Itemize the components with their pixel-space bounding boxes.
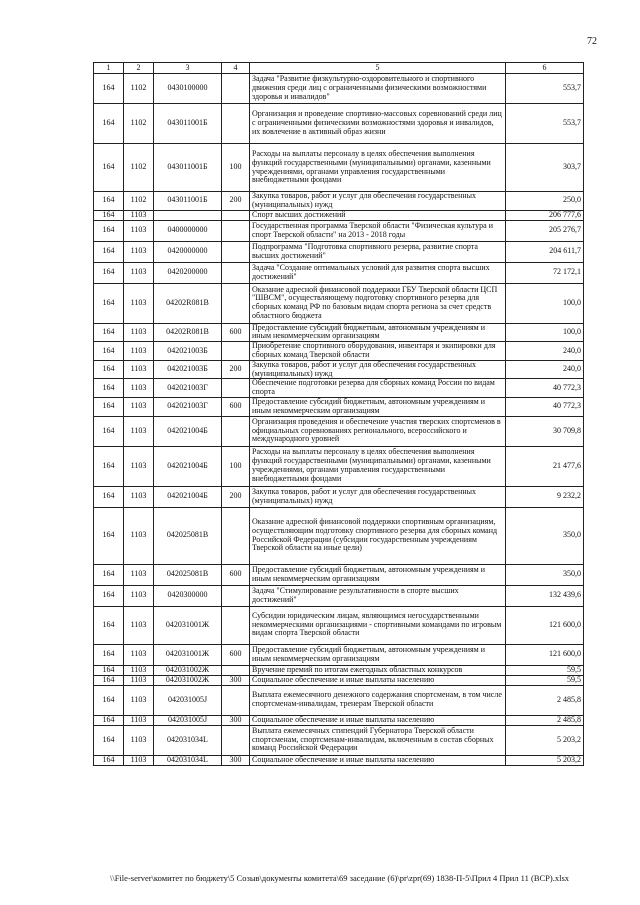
cell-section-code: 1103 [124, 585, 154, 606]
table-row [94, 241, 584, 262]
cell-ved-code: 164 [94, 644, 124, 665]
cell-ved-code: 164 [94, 104, 124, 144]
cell-description: Расходы на выплаты персоналу в целях обеспечения выполнения функций государственными (муниципальными) органами, казенными учреждениями, органами управления государственными внебюджетными фондами [250, 144, 506, 192]
cell-section-code: 1103 [124, 685, 154, 715]
header-col-1: 1 [94, 63, 124, 74]
cell-amount: 121 600,0 [506, 606, 584, 644]
cell-amount: 100,0 [506, 283, 584, 323]
cell-target-article: 042031002Ж [154, 675, 222, 685]
cell-expense-type [222, 606, 250, 644]
table-row [94, 644, 584, 665]
cell-ved-code: 164 [94, 755, 124, 765]
table-row [94, 283, 584, 323]
cell-target-article: 0430100000 [154, 74, 222, 104]
cell-section-code: 1103 [124, 675, 154, 685]
cell-ved-code: 164 [94, 585, 124, 606]
header-col-3: 3 [154, 63, 222, 74]
cell-ved-code: 164 [94, 360, 124, 379]
cell-target-article: 0420300000 [154, 585, 222, 606]
cell-section-code: 1103 [124, 507, 154, 564]
cell-target-article: 043011001Б [154, 192, 222, 211]
cell-amount: 30 709,8 [506, 416, 584, 446]
cell-target-article: 043011001Б [154, 104, 222, 144]
cell-description: Закупка товаров, работ и услуг для обеспечения государственных (муниципальных) нужд [250, 360, 506, 379]
cell-amount: 59,5 [506, 665, 584, 675]
cell-amount: 2 485,8 [506, 715, 584, 725]
cell-amount: 204 611,7 [506, 241, 584, 262]
table-row [94, 564, 584, 585]
cell-target-article: 042021003Б [154, 342, 222, 361]
cell-amount: 350,0 [506, 507, 584, 564]
cell-expense-type: 200 [222, 192, 250, 211]
cell-expense-type [222, 585, 250, 606]
cell-section-code: 1103 [124, 210, 154, 220]
cell-expense-type: 300 [222, 675, 250, 685]
cell-description: Спорт высших достижений [250, 210, 506, 220]
cell-expense-type [222, 379, 250, 398]
table-row [94, 262, 584, 283]
cell-target-article: 042021004Б [154, 486, 222, 507]
cell-section-code: 1102 [124, 192, 154, 211]
cell-description: Предоставление субсидий бюджетным, автономным учреждениям и иным некоммерческим организациям [250, 397, 506, 416]
cell-ved-code: 164 [94, 283, 124, 323]
cell-amount: 132 439,6 [506, 585, 584, 606]
table-row [94, 416, 584, 446]
cell-expense-type: 600 [222, 397, 250, 416]
cell-ved-code: 164 [94, 192, 124, 211]
cell-expense-type [222, 241, 250, 262]
cell-section-code: 1103 [124, 416, 154, 446]
cell-section-code: 1103 [124, 360, 154, 379]
cell-description: Организация проведения и обеспечение участия тверских спортсменов в официальных соревнованиях регионального, всероссийского и международного уровней [250, 416, 506, 446]
cell-section-code: 1103 [124, 486, 154, 507]
cell-amount: 240,0 [506, 360, 584, 379]
table-row [94, 379, 584, 398]
cell-description: Социальное обеспечение и иные выплаты населению [250, 715, 506, 725]
cell-expense-type: 100 [222, 446, 250, 486]
header-col-5: 5 [250, 63, 506, 74]
cell-section-code: 1103 [124, 715, 154, 725]
table-row [94, 585, 584, 606]
table-row [94, 397, 584, 416]
cell-amount: 240,0 [506, 342, 584, 361]
cell-section-code: 1103 [124, 397, 154, 416]
cell-description: Задача "Стимулирование результативности в спорте высших достижений" [250, 585, 506, 606]
cell-ved-code: 164 [94, 74, 124, 104]
cell-ved-code: 164 [94, 725, 124, 755]
cell-section-code: 1103 [124, 379, 154, 398]
cell-description: Закупка товаров, работ и услуг для обеспечения государственных (муниципальных) нужд [250, 192, 506, 211]
cell-ved-code: 164 [94, 715, 124, 725]
cell-ved-code: 164 [94, 144, 124, 192]
cell-section-code: 1103 [124, 241, 154, 262]
table-row [94, 144, 584, 192]
header-row [94, 63, 584, 74]
cell-ved-code: 164 [94, 262, 124, 283]
cell-description: Задача "Создание оптимальных условий для развития спорта высших достижений" [250, 262, 506, 283]
table-row [94, 685, 584, 715]
cell-description: Государственная программа Тверской области "Физическая культура и спорт Тверской области" на 2013 - 2018 годы [250, 220, 506, 241]
cell-section-code: 1103 [124, 644, 154, 665]
cell-expense-type [222, 416, 250, 446]
cell-ved-code: 164 [94, 486, 124, 507]
table-row [94, 192, 584, 211]
cell-expense-type [222, 262, 250, 283]
cell-target-article: 0400000000 [154, 220, 222, 241]
cell-ved-code: 164 [94, 507, 124, 564]
cell-section-code: 1103 [124, 283, 154, 323]
cell-expense-type [222, 685, 250, 715]
cell-target-article: 042031005J [154, 715, 222, 725]
cell-expense-type [222, 104, 250, 144]
cell-section-code: 1103 [124, 725, 154, 755]
cell-expense-type: 300 [222, 755, 250, 765]
cell-section-code: 1103 [124, 606, 154, 644]
cell-target-article: 042031034L [154, 725, 222, 755]
cell-target-article: 042031001Ж [154, 644, 222, 665]
table-row [94, 715, 584, 725]
cell-ved-code: 164 [94, 379, 124, 398]
cell-target-article: 042031002Ж [154, 665, 222, 675]
cell-description: Предоставление субсидий бюджетным, автономным учреждениям и иным некоммерческим организациям [250, 564, 506, 585]
cell-description: Обеспечение подготовки резерва для сборных команд России по видам спорта [250, 379, 506, 398]
cell-section-code: 1103 [124, 446, 154, 486]
cell-description: Социальное обеспечение и иные выплаты населению [250, 755, 506, 765]
cell-amount: 205 276,7 [506, 220, 584, 241]
cell-section-code: 1102 [124, 144, 154, 192]
cell-expense-type: 600 [222, 644, 250, 665]
cell-description: Приобретение спортивного оборудования, инвентаря и экипировки для сборных команд Тверской области [250, 342, 506, 361]
cell-amount: 59,5 [506, 675, 584, 685]
cell-amount: 72 172,1 [506, 262, 584, 283]
cell-target-article: 04202R081В [154, 323, 222, 342]
cell-expense-type [222, 665, 250, 675]
cell-expense-type: 200 [222, 486, 250, 507]
cell-description: Оказание адресной финансовой поддержки спортивным организациям, осуществляющим подготовку спортивного резерва для сборных команд Российской Федерации (субсидии государственным учреждениям Тверской области на иные цели) [250, 507, 506, 564]
header-col-4: 4 [222, 63, 250, 74]
cell-description: Вручение премий по итогам ежегодных областных конкурсов [250, 665, 506, 675]
cell-amount: 250,0 [506, 192, 584, 211]
cell-expense-type [222, 725, 250, 755]
cell-target-article: 0420200000 [154, 262, 222, 283]
cell-section-code: 1103 [124, 342, 154, 361]
table-row [94, 323, 584, 342]
cell-section-code: 1103 [124, 220, 154, 241]
cell-section-code: 1102 [124, 74, 154, 104]
cell-description: Субсидии юридическим лицам, являющимся негосударственными некоммерческими организациями - спортивными командами по игровым видам спорта Тверской области [250, 606, 506, 644]
table-row [94, 220, 584, 241]
cell-expense-type: 600 [222, 323, 250, 342]
cell-expense-type: 100 [222, 144, 250, 192]
table-row [94, 486, 584, 507]
cell-target-article: 042021003Г [154, 379, 222, 398]
cell-expense-type: 200 [222, 360, 250, 379]
table-row [94, 606, 584, 644]
cell-expense-type [222, 220, 250, 241]
cell-amount: 303,7 [506, 144, 584, 192]
cell-description: Предоставление субсидий бюджетным, автономным учреждениям и иным некоммерческим организациям [250, 644, 506, 665]
cell-ved-code: 164 [94, 446, 124, 486]
cell-description: Выплата ежемесячных стипендий Губернатора Тверской области спортсменам, спортсменам-инвалидам, включенным в состав сборных команд Российской Федерации [250, 725, 506, 755]
table-row [94, 507, 584, 564]
table-row [94, 342, 584, 361]
cell-amount: 2 485,8 [506, 685, 584, 715]
cell-target-article: 042031001Ж [154, 606, 222, 644]
cell-expense-type [222, 210, 250, 220]
cell-amount: 100,0 [506, 323, 584, 342]
cell-expense-type [222, 342, 250, 361]
cell-section-code: 1103 [124, 323, 154, 342]
cell-ved-code: 164 [94, 210, 124, 220]
cell-amount: 553,7 [506, 104, 584, 144]
page-number: 72 [587, 36, 597, 47]
cell-description: Социальное обеспечение и иные выплаты населению [250, 675, 506, 685]
cell-description: Оказание адресной финансовой поддержки ГБУ Тверской области ЦСП "ШВСМ", осуществляющему подготовку спортивного резерва для сборных команд РФ по базовым видам спорта региона за счет средств областного бюджета [250, 283, 506, 323]
cell-amount: 21 477,6 [506, 446, 584, 486]
cell-amount: 5 203,2 [506, 755, 584, 765]
cell-ved-code: 164 [94, 397, 124, 416]
header-col-2: 2 [124, 63, 154, 74]
cell-ved-code: 164 [94, 564, 124, 585]
cell-description: Задача "Развитие физкультурно-оздоровительного и спортивного движения среди лиц с ограниченными физическими возможностями здоровья и инвалидов" [250, 74, 506, 104]
table-row [94, 675, 584, 685]
cell-ved-code: 164 [94, 416, 124, 446]
cell-target-article: 042031034L [154, 755, 222, 765]
cell-expense-type [222, 283, 250, 323]
cell-target-article: 042031005J [154, 685, 222, 715]
cell-section-code: 1103 [124, 564, 154, 585]
table-row [94, 104, 584, 144]
cell-ved-code: 164 [94, 342, 124, 361]
cell-ved-code: 164 [94, 241, 124, 262]
cell-target-article: 043011001Б [154, 144, 222, 192]
cell-ved-code: 164 [94, 606, 124, 644]
cell-expense-type: 600 [222, 564, 250, 585]
cell-target-article: 04202R081В [154, 283, 222, 323]
cell-description: Выплата ежемесячного денежного содержания спортсменам, в том числе спортсменам-инвалидам, тренерам Тверской области [250, 685, 506, 715]
cell-description: Расходы на выплаты персоналу в целях обеспечения выполнения функций государственными (муниципальными) органами, казенными учреждениями, органами управления государственными внебюджетными фондами [250, 446, 506, 486]
cell-expense-type: 300 [222, 715, 250, 725]
cell-section-code: 1103 [124, 665, 154, 675]
cell-amount: 206 777,6 [506, 210, 584, 220]
cell-ved-code: 164 [94, 665, 124, 675]
cell-target-article: 0420000000 [154, 241, 222, 262]
cell-target-article: 042021003Б [154, 360, 222, 379]
cell-ved-code: 164 [94, 675, 124, 685]
table-row [94, 725, 584, 755]
cell-description: Подпрограмма "Подготовка спортивного резерва, развитие спорта высших достижений" [250, 241, 506, 262]
table-row [94, 755, 584, 765]
cell-target-article: 042021003Г [154, 397, 222, 416]
cell-amount: 5 203,2 [506, 725, 584, 755]
cell-ved-code: 164 [94, 685, 124, 715]
cell-section-code: 1102 [124, 104, 154, 144]
cell-target-article: 042025081В [154, 564, 222, 585]
table-row [94, 360, 584, 379]
cell-description: Предоставление субсидий бюджетным, автономным учреждениям и иным некоммерческим организациям [250, 323, 506, 342]
cell-expense-type [222, 507, 250, 564]
cell-section-code: 1103 [124, 755, 154, 765]
cell-amount: 9 232,2 [506, 486, 584, 507]
cell-expense-type [222, 74, 250, 104]
table-row [94, 446, 584, 486]
cell-amount: 350,0 [506, 564, 584, 585]
cell-description: Организация и проведение спортивно-массовых соревнований среди лиц с ограниченными физическими возможностями здоровья и инвалидов, их вовлечение в активный образ жизни [250, 104, 506, 144]
cell-amount: 40 772,3 [506, 379, 584, 398]
file-path-footer: \\File-server\комитет по бюджету\5 Созыв\документы комитета\69 заседание (6)\pr\zpr(69) 1838-П-5\Прил 4 Прил 11 (ВСР).xlsx [110, 873, 570, 883]
cell-amount: 553,7 [506, 74, 584, 104]
cell-amount: 121 600,0 [506, 644, 584, 665]
budget-table [93, 62, 584, 766]
cell-description: Закупка товаров, работ и услуг для обеспечения государственных (муниципальных) нужд [250, 486, 506, 507]
header-col-6: 6 [506, 63, 584, 74]
cell-target-article: 042025081В [154, 507, 222, 564]
cell-target-article: 042021004Б [154, 446, 222, 486]
cell-ved-code: 164 [94, 323, 124, 342]
cell-section-code: 1103 [124, 262, 154, 283]
cell-target-article [154, 210, 222, 220]
table-row [94, 74, 584, 104]
cell-target-article: 042021004Б [154, 416, 222, 446]
cell-amount: 40 772,3 [506, 397, 584, 416]
cell-ved-code: 164 [94, 220, 124, 241]
table-row [94, 665, 584, 675]
table-row [94, 210, 584, 220]
